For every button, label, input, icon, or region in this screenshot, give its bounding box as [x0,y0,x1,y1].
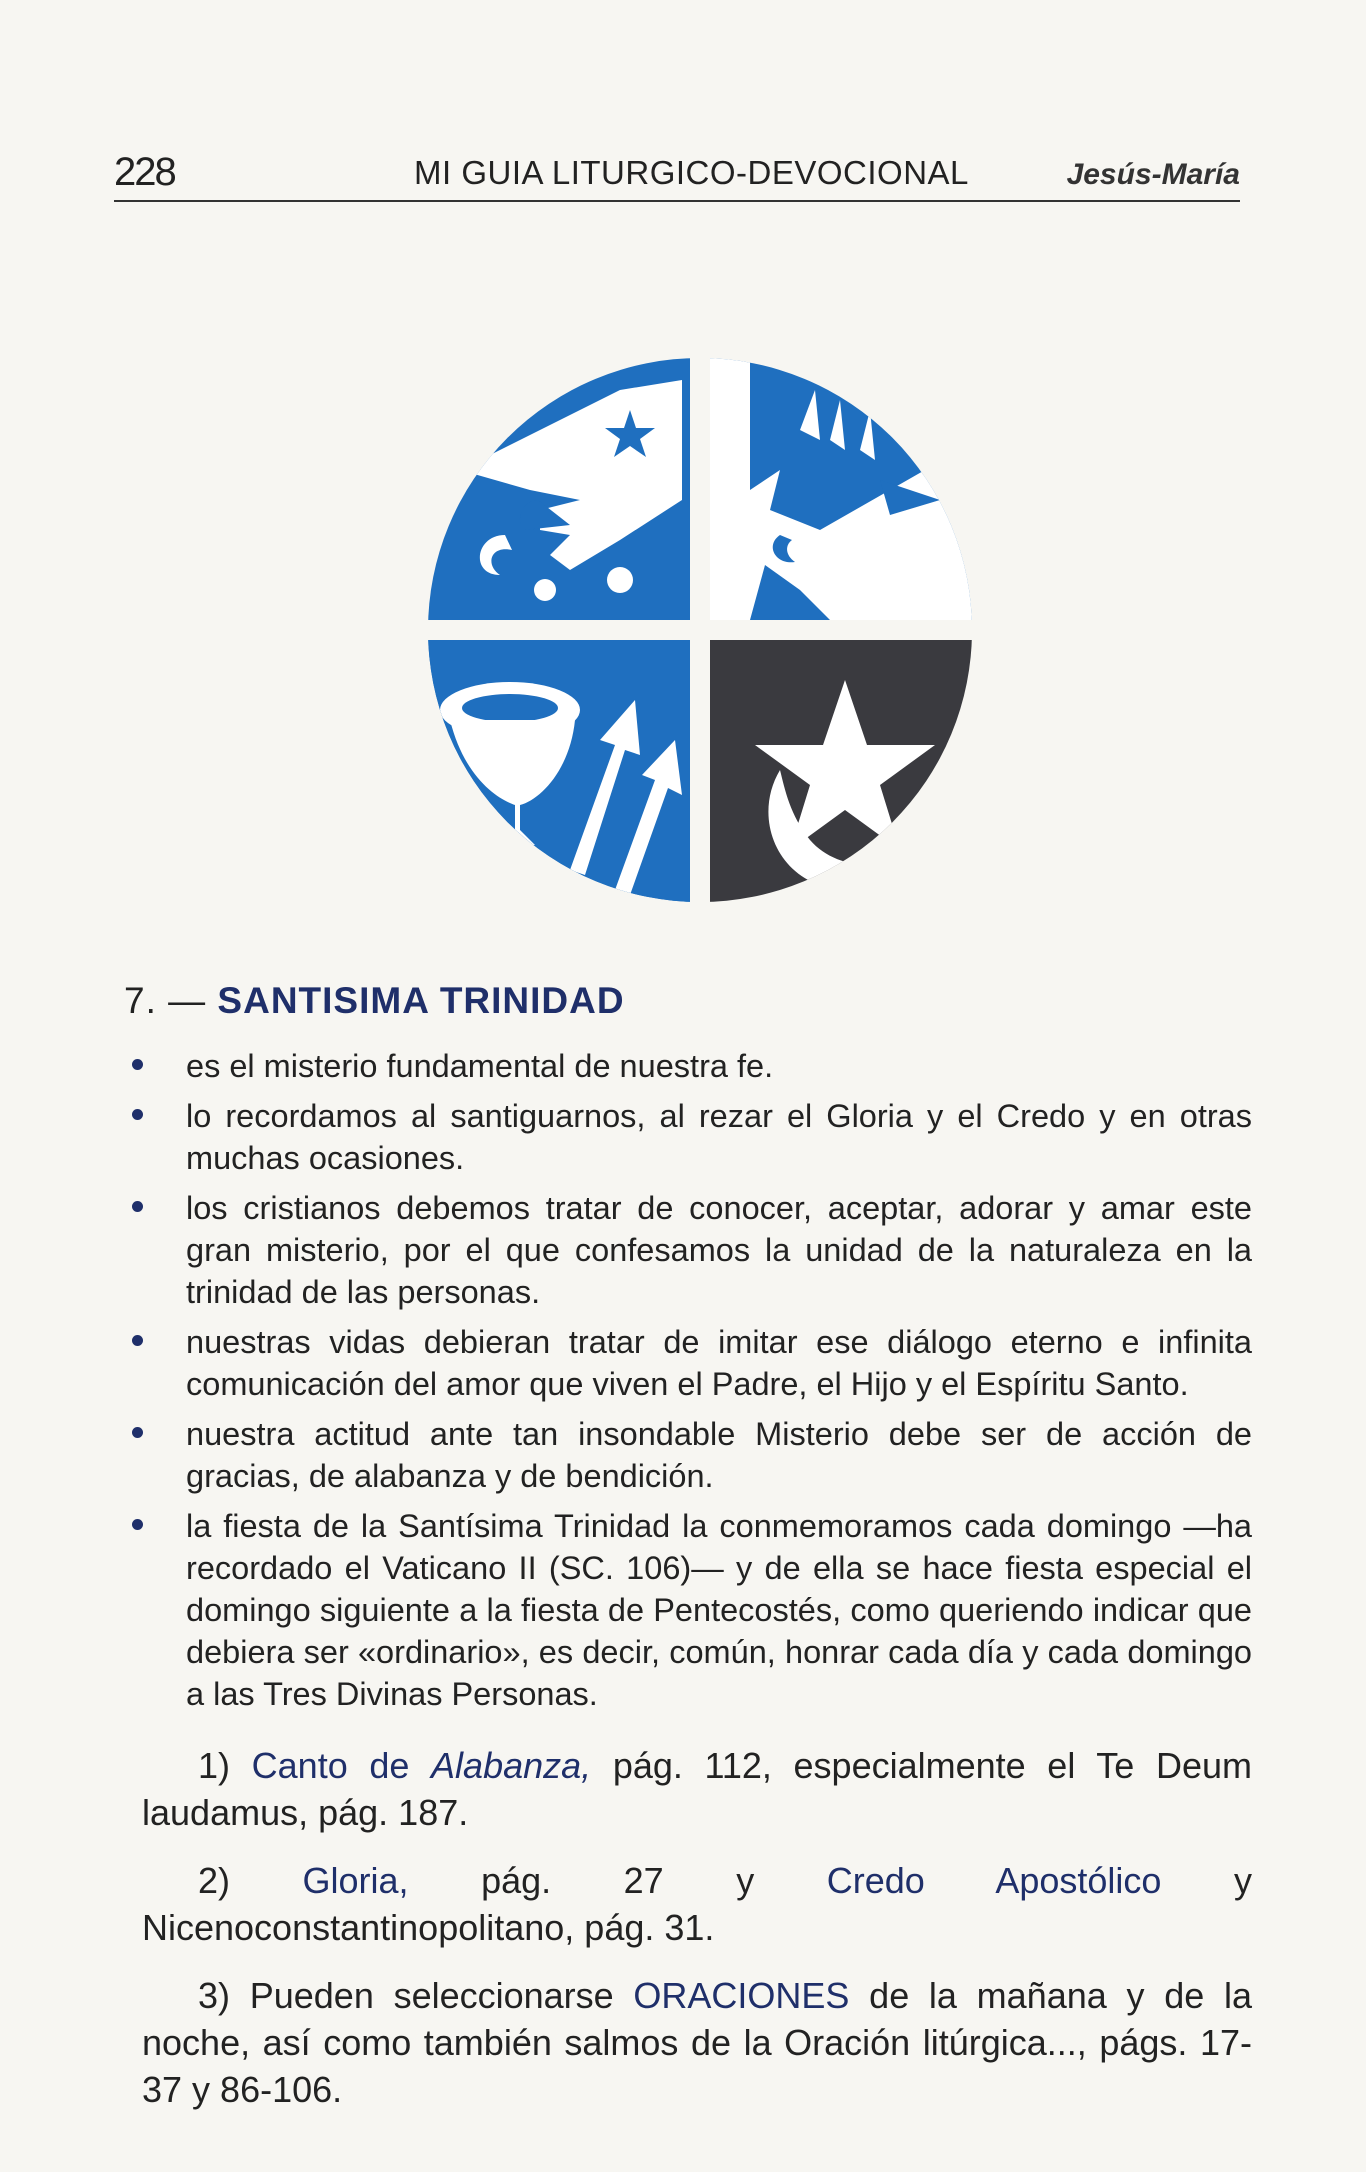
reference-text: pág. 27 y [481,1860,755,1901]
reference-text: y Nicenoconstantinopolitano, pág. 31. [142,1860,1252,1948]
reference-text: Pueden seleccionarse [249,1975,614,2016]
list-item: la fiesta de la Santísima Trinidad la conmemoramos cada domingo —ha recordado el Vaticano II (SC. 106)— y de ella se hace fiesta especial el domingo siguiente a la fiesta de Pentecostés, como queriendo indicar que debiera ser «ordinario», es decir, común, honrar cada día y cada domingo a las Tres Divinas Personas. [124,1505,1252,1715]
bullet-list [124,1045,1252,1723]
reference-link-canto[interactable]: Canto de [251,1745,410,1786]
reference-link-gloria[interactable]: Gloria, [302,1860,409,1901]
reference-text: de la mañana y de la noche, así como también salmos de la Oración litúrgica..., págs. 17-37 y 86-106. [142,1975,1252,2110]
reference-number: 1) [198,1745,231,1786]
section-title-text: SANTISIMA TRINIDAD [217,980,625,1021]
reference-number: 3) [198,1975,231,2016]
book-title: MI GUIA LITURGICO-DEVOCIONAL [414,154,969,191]
reference-1 [142,1742,1252,1836]
reference-number: 2) [198,1860,231,1901]
reference-text: pág. 112, especialmente el Te Deum laudamus, pág. 187. [142,1745,1252,1833]
list-item: los cristianos debemos tratar de conocer, aceptar, adorar y amar este gran misterio, por el que confesamos la unidad de la naturaleza en la trinidad de las personas. [124,1187,1252,1313]
references [142,1742,1252,2134]
section-dash: — [168,980,207,1021]
section-number: 7. [124,980,157,1021]
page-number: 228 [114,150,175,194]
trinity-emblem-icon [420,350,980,910]
reference-2 [142,1857,1252,1951]
list-item: es el misterio fundamental de nuestra fe. [124,1045,1252,1087]
reference-link-alabanza[interactable]: Alabanza, [431,1745,592,1786]
reference-link-oraciones[interactable]: ORACIONES [633,1975,850,2016]
section-title [124,980,625,1022]
header-author: Jesús-María [1066,158,1240,191]
list-item: nuestras vidas debieran tratar de imitar ese diálogo eterno e infinita comunicación del amor que viven el Padre, el Hijo y el Espíritu Santo. [124,1321,1252,1405]
reference-3 [142,1972,1252,2113]
reference-link-credo[interactable]: Credo Apostólico [826,1860,1162,1901]
running-header [114,140,1240,202]
list-item: nuestra actitud ante tan insondable Misterio debe ser de acción de gracias, de alabanza y de bendición. [124,1413,1252,1497]
list-item: lo recordamos al santiguarnos, al rezar el Gloria y el Credo y en otras muchas ocasiones. [124,1095,1252,1179]
